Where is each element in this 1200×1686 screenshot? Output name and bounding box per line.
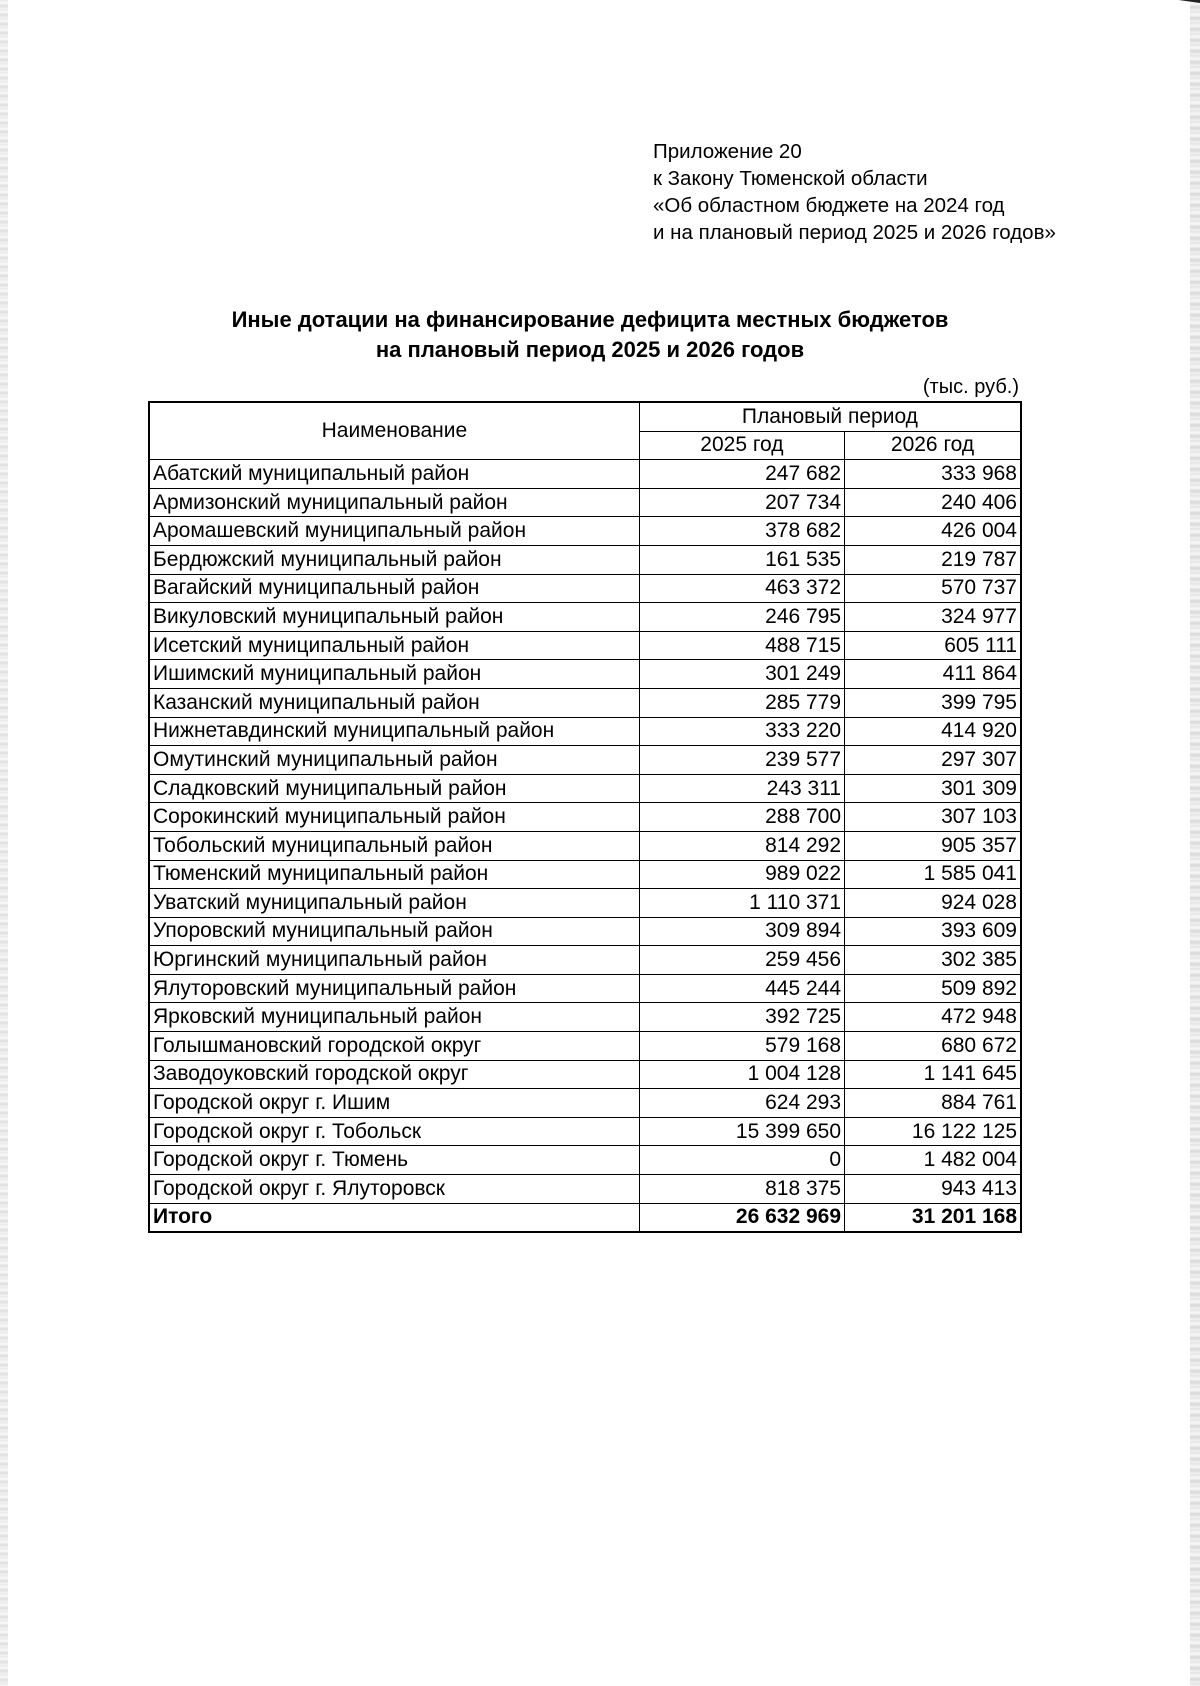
row-value-2026: 943 413 <box>845 1175 1021 1204</box>
row-name: Заводоуковский городской округ <box>149 1060 639 1089</box>
table-row <box>149 574 1021 603</box>
row-value-2025: 288 700 <box>639 803 844 832</box>
document-title <box>140 305 1040 365</box>
table-row <box>149 660 1021 689</box>
row-value-2025: 243 311 <box>639 774 844 803</box>
row-name: Ялуторовский муниципальный район <box>149 974 639 1003</box>
row-value-2025: 989 022 <box>639 860 844 889</box>
table-row <box>149 1146 1021 1175</box>
table-row <box>149 1117 1021 1146</box>
table-row <box>149 517 1021 546</box>
table-row <box>149 603 1021 632</box>
row-name: Сладковский муниципальный район <box>149 774 639 803</box>
row-name: Городской округ г. Ялуторовск <box>149 1175 639 1204</box>
row-name: Исетский муниципальный район <box>149 631 639 660</box>
row-name: Упоровский муниципальный район <box>149 917 639 946</box>
scan-corner-mark <box>1160 0 1200 13</box>
row-value-2026: 570 737 <box>845 574 1021 603</box>
table-row <box>149 889 1021 918</box>
table-row <box>149 488 1021 517</box>
row-value-2026: 1 585 041 <box>845 860 1021 889</box>
row-value-2026: 302 385 <box>845 946 1021 975</box>
table-row <box>149 803 1021 832</box>
row-value-2026: 605 111 <box>845 631 1021 660</box>
row-name: Сорокинский муниципальный район <box>149 803 639 832</box>
row-value-2025: 207 734 <box>639 488 844 517</box>
row-value-2026: 399 795 <box>845 688 1021 717</box>
row-name: Городской округ г. Ишим <box>149 1089 639 1118</box>
row-value-2025: 285 779 <box>639 688 844 717</box>
row-value-2025: 445 244 <box>639 974 844 1003</box>
total-label: Итого <box>149 1203 639 1232</box>
row-value-2026: 509 892 <box>845 974 1021 1003</box>
table-row <box>149 774 1021 803</box>
row-value-2026: 1 141 645 <box>845 1060 1021 1089</box>
total-row <box>149 1203 1021 1232</box>
row-value-2026: 393 609 <box>845 917 1021 946</box>
header-name: Наименование <box>149 402 639 460</box>
row-value-2025: 1 004 128 <box>639 1060 844 1089</box>
row-name: Абатский муниципальный район <box>149 460 639 489</box>
row-name: Бердюжский муниципальный район <box>149 545 639 574</box>
row-name: Нижнетавдинский муниципальный район <box>149 717 639 746</box>
table-row <box>149 917 1021 946</box>
row-value-2025: 301 249 <box>639 660 844 689</box>
title-line-1: Иные дотации на финансирование дефицита местных бюджетов <box>231 307 949 332</box>
row-name: Голышмановский городской округ <box>149 1032 639 1061</box>
title-line-2: на плановый период 2025 и 2026 годов <box>375 337 805 362</box>
row-value-2026: 333 968 <box>845 460 1021 489</box>
units-label: (тыс. руб.) <box>922 376 1019 398</box>
row-value-2026: 884 761 <box>845 1089 1021 1118</box>
table-row <box>149 946 1021 975</box>
row-value-2025: 392 725 <box>639 1003 844 1032</box>
scan-edge-right <box>1190 0 1200 1686</box>
row-value-2026: 240 406 <box>845 488 1021 517</box>
table-row <box>149 1175 1021 1204</box>
header-year-2026: 2026 год <box>845 431 1021 460</box>
row-name: Городской округ г. Тобольск <box>149 1117 639 1146</box>
header-period: Плановый период <box>639 402 1021 431</box>
appendix-line: к Закону Тюменской области <box>653 167 928 190</box>
row-name: Ярковский муниципальный район <box>149 1003 639 1032</box>
row-value-2026: 297 307 <box>845 746 1021 775</box>
table-row <box>149 631 1021 660</box>
table-row <box>149 1060 1021 1089</box>
table-row <box>149 1032 1021 1061</box>
row-name: Казанский муниципальный район <box>149 688 639 717</box>
row-value-2026: 16 122 125 <box>845 1117 1021 1146</box>
table-row <box>149 974 1021 1003</box>
table-row <box>149 860 1021 889</box>
row-value-2026: 426 004 <box>845 517 1021 546</box>
row-name: Тобольский муниципальный район <box>149 831 639 860</box>
appendix-line: «Об областном бюджете на 2024 год <box>653 194 1005 217</box>
row-value-2025: 247 682 <box>639 460 844 489</box>
row-value-2025: 259 456 <box>639 946 844 975</box>
row-name: Ишимский муниципальный район <box>149 660 639 689</box>
row-value-2025: 161 535 <box>639 545 844 574</box>
row-value-2025: 246 795 <box>639 603 844 632</box>
row-value-2026: 1 482 004 <box>845 1146 1021 1175</box>
row-value-2026: 924 028 <box>845 889 1021 918</box>
appendix-line: и на плановый период 2025 и 2026 годов» <box>653 221 1056 244</box>
row-value-2025: 579 168 <box>639 1032 844 1061</box>
row-name: Омутинский муниципальный район <box>149 746 639 775</box>
row-value-2025: 463 372 <box>639 574 844 603</box>
row-name: Городской округ г. Тюмень <box>149 1146 639 1175</box>
table-row <box>149 688 1021 717</box>
row-name: Викуловский муниципальный район <box>149 603 639 632</box>
row-value-2026: 472 948 <box>845 1003 1021 1032</box>
row-name: Тюменский муниципальный район <box>149 860 639 889</box>
header-year-2025: 2025 год <box>639 431 844 460</box>
row-value-2026: 680 672 <box>845 1032 1021 1061</box>
table-row <box>149 1089 1021 1118</box>
table-row <box>149 717 1021 746</box>
table-row <box>149 460 1021 489</box>
subsidy-table <box>148 401 1022 1233</box>
row-name: Армизонский муниципальный район <box>149 488 639 517</box>
row-value-2025: 0 <box>639 1146 844 1175</box>
row-name: Вагайский муниципальный район <box>149 574 639 603</box>
row-value-2026: 905 357 <box>845 831 1021 860</box>
row-value-2026: 307 103 <box>845 803 1021 832</box>
row-value-2025: 488 715 <box>639 631 844 660</box>
row-value-2025: 239 577 <box>639 746 844 775</box>
row-value-2026: 411 864 <box>845 660 1021 689</box>
row-value-2026: 324 977 <box>845 603 1021 632</box>
row-value-2025: 378 682 <box>639 517 844 546</box>
table-row <box>149 545 1021 574</box>
row-value-2025: 15 399 650 <box>639 1117 844 1146</box>
total-value-2026: 31 201 168 <box>845 1203 1021 1232</box>
row-value-2025: 818 375 <box>639 1175 844 1204</box>
row-value-2026: 301 309 <box>845 774 1021 803</box>
scan-edge-left <box>0 0 8 1686</box>
table-row <box>149 831 1021 860</box>
table-row <box>149 1003 1021 1032</box>
row-value-2025: 814 292 <box>639 831 844 860</box>
table-row <box>149 746 1021 775</box>
row-name: Уватский муниципальный район <box>149 889 639 918</box>
row-value-2025: 333 220 <box>639 717 844 746</box>
header-row <box>149 402 1021 431</box>
appendix-line: Приложение 20 <box>653 140 802 163</box>
row-value-2025: 624 293 <box>639 1089 844 1118</box>
row-name: Юргинский муниципальный район <box>149 946 639 975</box>
row-value-2025: 1 110 371 <box>639 889 844 918</box>
row-value-2025: 309 894 <box>639 917 844 946</box>
appendix-note <box>653 138 1056 246</box>
row-value-2026: 219 787 <box>845 545 1021 574</box>
row-name: Аромашевский муниципальный район <box>149 517 639 546</box>
row-value-2026: 414 920 <box>845 717 1021 746</box>
total-value-2025: 26 632 969 <box>639 1203 844 1232</box>
